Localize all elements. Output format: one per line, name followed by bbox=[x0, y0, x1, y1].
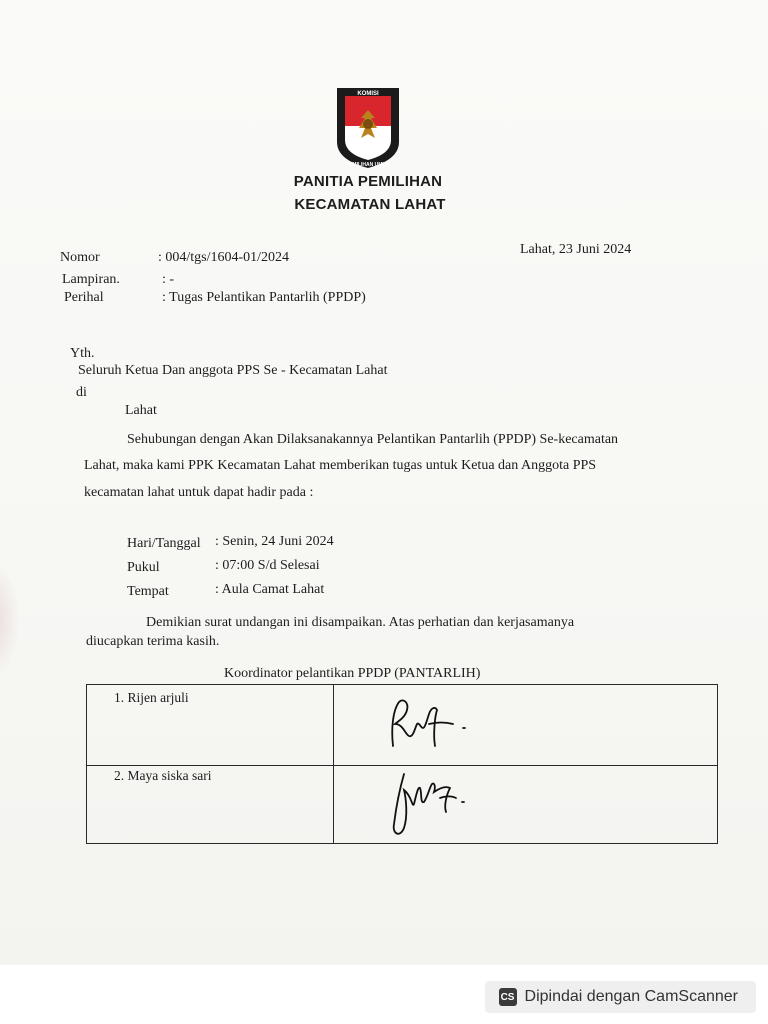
district-title: KECAMATAN LAHAT bbox=[294, 196, 446, 213]
body-line-3: kecamatan lahat untuk dapat hadir pada : bbox=[84, 485, 314, 500]
coordinator-name-1: 1. Rijen arjuli bbox=[114, 690, 189, 705]
pukul-value: : 07:00 S/d Selesai bbox=[215, 558, 320, 573]
committee-title: PANITIA PEMILIHAN bbox=[293, 173, 443, 190]
table-divider-horizontal bbox=[87, 765, 717, 766]
di-label: di bbox=[76, 385, 87, 400]
body-line-1: Sehubungan dengan Akan Dilaksanakannya Pelantikan Pantarlih (PPDP) Se-kecamatan bbox=[127, 432, 619, 447]
perihal-value: : Tugas Pelantikan Pantarlih (PPDP) bbox=[162, 290, 366, 305]
signature-2 bbox=[390, 768, 480, 840]
hari-label: Hari/Tanggal bbox=[127, 536, 201, 551]
coordinator-name-2: 2. Maya siska sari bbox=[114, 768, 212, 783]
pukul-label: Pukul bbox=[127, 560, 160, 575]
closing-line-1: Demikian surat undangan ini disampaikan. Atas perhatian dan kerjasamanya bbox=[146, 615, 575, 630]
camscanner-icon: CS bbox=[499, 988, 517, 1006]
signature-1 bbox=[385, 694, 475, 754]
tempat-value: : Aula Camat Lahat bbox=[215, 582, 325, 597]
lampiran-value: : - bbox=[162, 272, 175, 287]
kpu-logo bbox=[331, 84, 405, 170]
nomor-value: : 004/tgs/1604-01/2024 bbox=[158, 250, 290, 265]
svg-text:PEMILIHAN UMUM: PEMILIHAN UMUM bbox=[345, 162, 391, 168]
camscanner-badge bbox=[485, 981, 756, 1013]
tempat-label: Tempat bbox=[127, 584, 169, 599]
place-date: Lahat, 23 Juni 2024 bbox=[520, 242, 632, 257]
svg-text:KOMISI: KOMISI bbox=[357, 91, 379, 97]
lampiran-label: Lampiran. bbox=[62, 272, 120, 287]
body-line-2: Lahat, maka kami PPK Kecamatan Lahat memberikan tugas untuk Ketua dan Anggota PPS bbox=[84, 458, 597, 473]
recipient-line: Seluruh Ketua Dan anggota PPS Se - Kecamatan Lahat bbox=[78, 363, 388, 378]
yth-label: Yth. bbox=[70, 346, 95, 361]
coordinator-title: Koordinator pelantikan PPDP (PANTARLIH) bbox=[224, 666, 481, 681]
hari-value: : Senin, 24 Juni 2024 bbox=[215, 534, 334, 549]
recipient-city: Lahat bbox=[125, 403, 157, 418]
closing-line-2: diucapkan terima kasih. bbox=[86, 634, 220, 649]
nomor-label: Nomor bbox=[60, 250, 100, 265]
camscanner-text: Dipindai dengan CamScanner bbox=[524, 988, 738, 1005]
table-divider-vertical bbox=[333, 685, 334, 843]
perihal-label: Perihal bbox=[64, 290, 104, 305]
